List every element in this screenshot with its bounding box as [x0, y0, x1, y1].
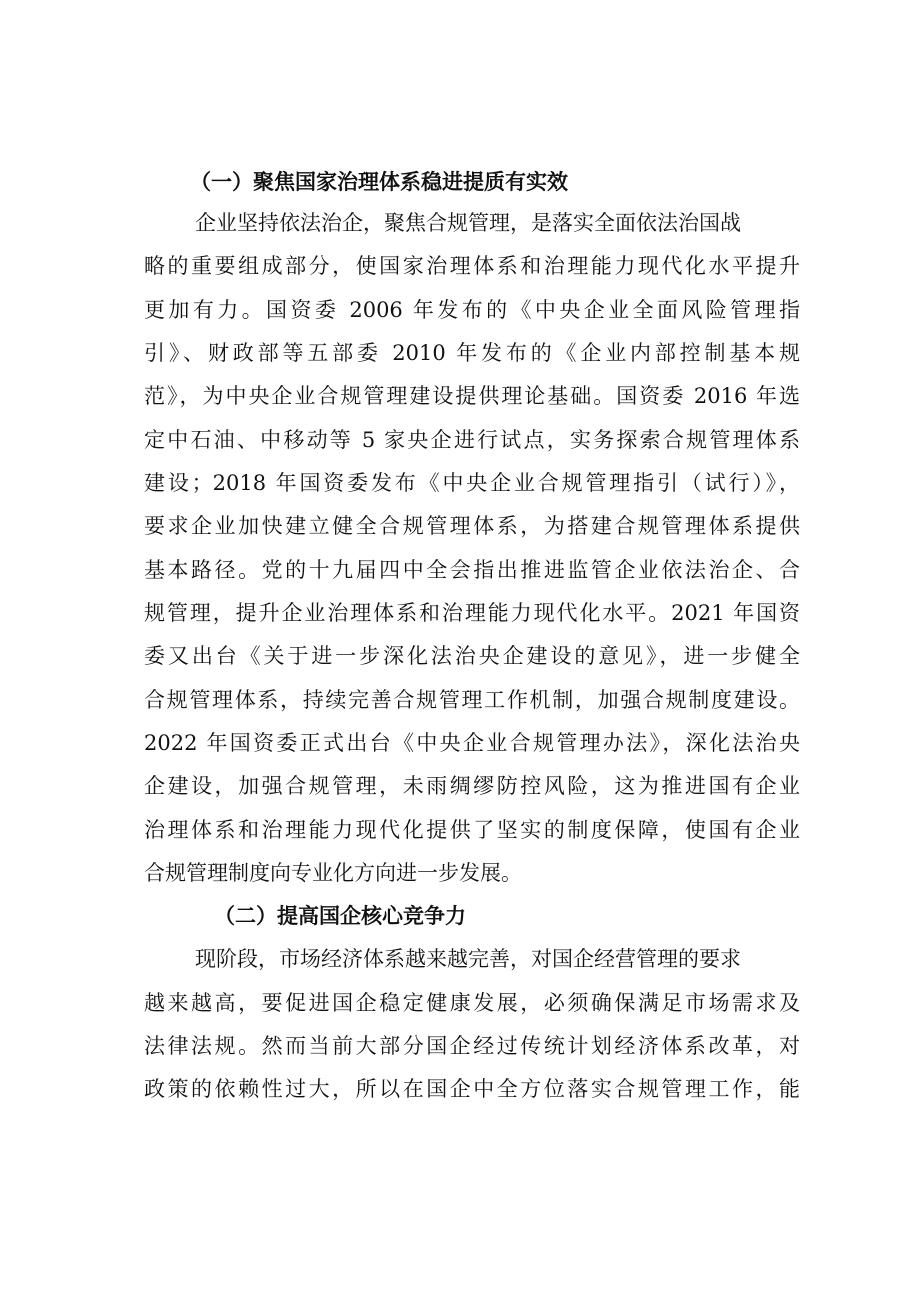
- section-1-line-2: 略的重要组成部分，使国家治理体系和治理能力现代化水平提升: [144, 254, 800, 278]
- section-1-line-3: 更加有力。国资委 2006 年发布的《中央企业全面风险管理指: [144, 298, 800, 322]
- section-1-line-12: 合规管理体系，持续完善合规管理工作机制，加强合规制度建设。: [144, 688, 800, 712]
- section-1-line-10: 规管理，提升企业治理体系和治理能力现代化水平。2021 年国资: [144, 601, 800, 625]
- section-2-line-4: 政策的依赖性过大，所以在国企中全方位落实合规管理工作，能: [144, 1077, 800, 1101]
- section-1-line-9: 基本路径。党的十九届四中全会指出推进监管企业依法治企、合: [144, 558, 800, 582]
- section-1-line-16: 合规管理制度向专业化方向进一步发展。: [144, 861, 522, 885]
- section-1-line-4: 引》、财政部等五部委 2010 年发布的《企业内部控制基本规: [144, 341, 800, 365]
- section-2-line-3: 法律法规。然而当前大部分国企经过传统计划经济体系改革，对: [144, 1034, 800, 1058]
- section-1-line-6: 定中石油、中移动等 5 家央企进行试点，实务探索合规管理体系: [144, 428, 800, 452]
- section-2-line-2: 越来越高，要促进国企稳定健康发展，必须确保满足市场需求及: [144, 991, 800, 1015]
- section-1-line-15: 治理体系和治理能力现代化提供了坚实的制度保障，使国有企业: [144, 818, 800, 842]
- section-1-heading: （一）聚焦国家治理体系稳进提质有实效: [190, 170, 568, 194]
- section-1-line-13: 2022 年国资委正式出台《中央企业合规管理办法》，深化法治央: [144, 731, 800, 755]
- section-1-line-7: 建设；2018 年国资委发布《中央企业合规管理指引（试行）》，: [144, 471, 800, 495]
- section-2-heading: （二）提高国企核心竞争力: [214, 904, 466, 928]
- section-1-line-11: 委又出台《关于进一步深化法治央企建设的意见》，进一步健全: [144, 644, 800, 668]
- section-1-line-8: 要求企业加快建立健全合规管理体系，为搭建合规管理体系提供: [144, 514, 800, 538]
- section-1-line-14: 企建设，加强合规管理，未雨绸缪防控风险，这为推进国有企业: [144, 774, 800, 798]
- section-1-line-1: 企业坚持依法治企，聚焦合规管理，是落实全面依法治国战: [195, 211, 741, 235]
- section-1-line-5: 范》，为中央企业合规管理建设提供理论基础。国资委 2016 年选: [144, 384, 800, 408]
- section-2-line-1: 现阶段，市场经济体系越来越完善，对国企经营管理的要求: [195, 947, 741, 971]
